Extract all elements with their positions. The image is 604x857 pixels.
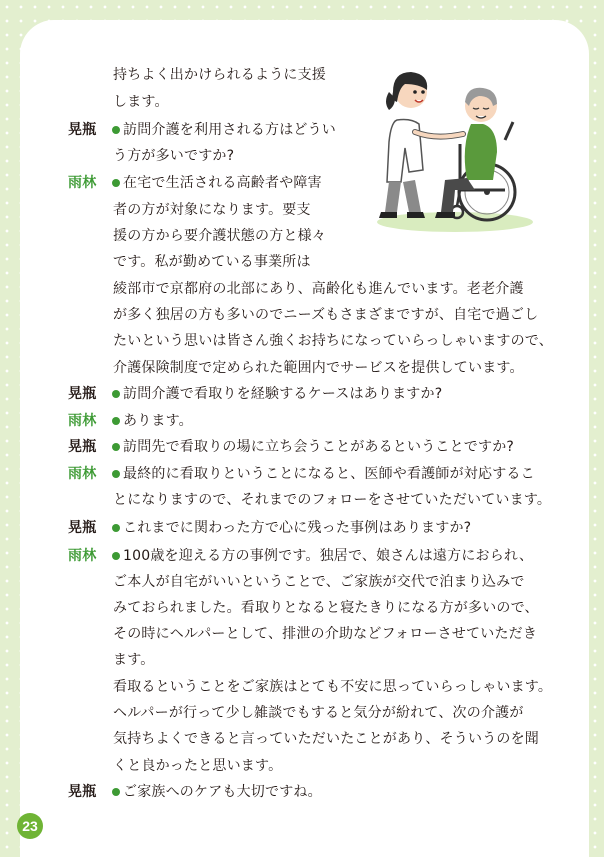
- line-text: くと良かったと思います。: [113, 758, 283, 774]
- bullet-icon: [112, 524, 120, 532]
- page-number: 23: [17, 813, 43, 839]
- bullet-icon: [112, 126, 120, 134]
- line-text: 訪問介護を利用される方はどうい: [123, 122, 336, 138]
- dialogue-line: [113, 753, 282, 779]
- dialogue-line: [113, 700, 524, 726]
- line-text: 気持ちよくできると言っていただいたことがあり、そういうのを聞: [113, 731, 539, 747]
- line-text: 訪問介護で看取りを経験するケースはありますか?: [123, 386, 443, 402]
- line-text: 持ちよく出かけられるように支援: [113, 67, 326, 83]
- line-text: う方が多いですか?: [113, 148, 235, 164]
- line-text: みておられました。看取りとなると寝たきりになる方が多いので、: [113, 600, 539, 616]
- bullet-icon: [112, 552, 120, 560]
- line-text: 在宅で生活される高齢者や障害: [123, 175, 322, 191]
- dialogue-line: [113, 487, 551, 513]
- line-text: ヘルパーが行って少し雑談でもすると気分が紛れて、次の介護が: [113, 705, 524, 721]
- line-text: 介護保険制度で定められた範囲内でサービスを提供しています。: [113, 360, 524, 376]
- dialogue-line: [113, 328, 553, 354]
- dialogue-line: [113, 647, 154, 673]
- dialogue-line: [113, 621, 537, 647]
- line-text: ます。: [113, 652, 155, 668]
- dialogue-line: [113, 223, 326, 249]
- line-text: たいという思いは皆さん強くお持ちになっていらっしゃいますので、: [113, 333, 553, 349]
- dialogue-line: [113, 276, 524, 302]
- speaker-label: 晃瓶: [68, 386, 97, 402]
- dialogue-line: [113, 249, 311, 275]
- caregiver-wheelchair-illustration: [375, 62, 535, 234]
- speaker-label: 雨林: [68, 548, 97, 564]
- dialogue-line: [113, 569, 525, 595]
- dialogue-line: [113, 355, 524, 381]
- dialogue-line: [113, 674, 552, 700]
- line-text: 最終的に看取りということになると、医師や看護師が対応するこ: [123, 466, 535, 482]
- line-text: 綾部市で京都府の北部にあり、高齢化も進んでいます。老老介護: [113, 281, 524, 297]
- speaker-label: 晃瓶: [68, 784, 97, 800]
- dialogue-line: [68, 434, 514, 460]
- speaker-label: 雨林: [68, 413, 97, 429]
- dialogue-line: [113, 62, 326, 88]
- dialogue-line: [68, 381, 442, 407]
- dialogue-line: [113, 595, 539, 621]
- line-text: 者の方が対象になります。要支: [113, 202, 311, 218]
- line-text: 訪問先で看取りの場に立ち会うことがあるということですか?: [123, 439, 515, 455]
- dialogue-line: [113, 197, 311, 223]
- dialogue-line: [68, 117, 336, 143]
- bullet-icon: [112, 417, 120, 425]
- dialogue-line: [68, 170, 322, 196]
- bullet-icon: [112, 470, 120, 478]
- dialogue-line: [113, 143, 234, 169]
- line-text: これまでに関わった方で心に残った事例はありますか?: [123, 520, 472, 536]
- line-text: が多く独居の方も多いのでニーズもさまざまですが、自宅で過ごし: [113, 307, 539, 323]
- dialogue-line: [68, 408, 193, 434]
- bullet-icon: [112, 443, 120, 451]
- speaker-label: 晃瓶: [68, 122, 97, 138]
- line-text: です。私が勤めている事業所は: [113, 254, 311, 270]
- line-text: します。: [113, 94, 169, 110]
- line-text: 援の方から要介護状態の方と様々: [113, 228, 326, 244]
- bullet-icon: [112, 179, 120, 187]
- line-text: その時にヘルパーとして、排泄の介助などフォローさせていただき: [113, 626, 538, 642]
- line-text: 看取るということをご家族はとても不安に思っていらっしゃいます。: [113, 679, 553, 695]
- dialogue-line: [113, 89, 169, 115]
- dialogue-line: [68, 543, 533, 569]
- dialogue-line: [68, 779, 322, 805]
- bullet-icon: [112, 390, 120, 398]
- line-text: あります。: [123, 413, 193, 429]
- dialogue-line: [68, 461, 535, 487]
- line-text: ご家族へのケアも大切ですね。: [123, 784, 322, 800]
- dialogue-line: [113, 302, 538, 328]
- speaker-label: 晃瓶: [68, 439, 97, 455]
- bullet-icon: [112, 788, 120, 796]
- line-text: ご本人が自宅がいいということで、ご家族が交代で泊まり込みで: [113, 574, 525, 590]
- line-text: 100歳を迎える方の事例です。独居で、娘さんは遠方におられ、: [123, 548, 534, 564]
- dialogue-line: [68, 515, 471, 541]
- speaker-label: 雨林: [68, 466, 97, 482]
- dialogue-line: [113, 726, 539, 752]
- speaker-label: 雨林: [68, 175, 97, 191]
- line-text: とになりますので、それまでのフォローをさせていただいています。: [113, 492, 552, 508]
- speaker-label: 晃瓶: [68, 520, 97, 536]
